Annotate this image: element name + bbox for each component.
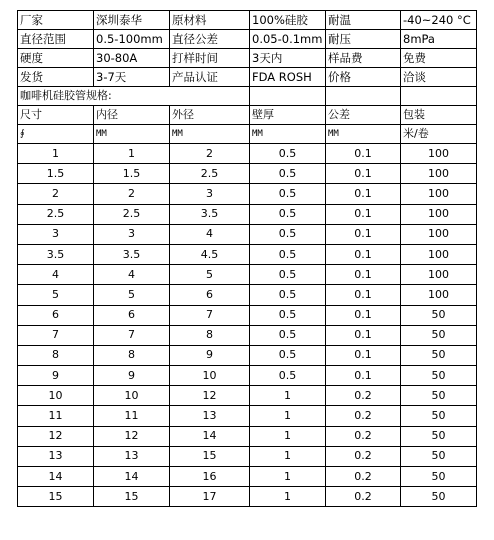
table-cell: 100 bbox=[401, 144, 477, 164]
table-cell: 15 bbox=[170, 446, 250, 466]
info-label: 耐温 bbox=[326, 11, 401, 30]
table-row bbox=[18, 184, 477, 204]
table-cell: 14 bbox=[170, 426, 250, 446]
table-cell: 1 bbox=[250, 487, 326, 507]
table-cell: 1 bbox=[94, 144, 170, 164]
table-cell: 8 bbox=[18, 345, 94, 365]
column-header: 公差 bbox=[326, 106, 401, 125]
table-cell: 8 bbox=[170, 325, 250, 345]
spec-sheet bbox=[17, 10, 476, 522]
table-cell: 0.5 bbox=[250, 285, 326, 305]
info-label: 原材料 bbox=[170, 11, 250, 30]
table-cell: 5 bbox=[18, 285, 94, 305]
info-value: 30-80A bbox=[94, 49, 170, 68]
table-cell: 0.5 bbox=[250, 224, 326, 244]
unit-cell: 米/卷 bbox=[401, 125, 477, 144]
table-cell: 0.1 bbox=[326, 366, 401, 386]
table-row bbox=[18, 224, 477, 244]
table-cell: 50 bbox=[401, 386, 477, 406]
table-cell: 0.5 bbox=[250, 265, 326, 285]
table-row bbox=[18, 164, 477, 184]
info-value: 100%硅胶 bbox=[250, 11, 326, 30]
table-row bbox=[18, 144, 477, 164]
table-cell: 9 bbox=[170, 345, 250, 365]
table-cell: 2.5 bbox=[94, 204, 170, 224]
table-row bbox=[18, 366, 477, 386]
table-cell: 50 bbox=[401, 366, 477, 386]
table-cell: 0.5 bbox=[250, 244, 326, 264]
table-cell: 0.5 bbox=[250, 144, 326, 164]
table-row bbox=[18, 285, 477, 305]
table-cell: 100 bbox=[401, 224, 477, 244]
table-cell: 11 bbox=[94, 406, 170, 426]
table-cell: 0.1 bbox=[326, 325, 401, 345]
table-cell: 0.1 bbox=[326, 144, 401, 164]
table-cell: 3 bbox=[94, 224, 170, 244]
table-row bbox=[18, 487, 477, 507]
table-row bbox=[18, 305, 477, 325]
info-label: 价格 bbox=[326, 68, 401, 87]
info-value: 0.05-0.1mm bbox=[250, 30, 326, 49]
table-row bbox=[18, 265, 477, 285]
info-row bbox=[18, 30, 477, 49]
table-cell: 2.5 bbox=[170, 164, 250, 184]
table-cell: 50 bbox=[401, 345, 477, 365]
table-cell: 0.2 bbox=[326, 487, 401, 507]
table-cell: 0.2 bbox=[326, 386, 401, 406]
table-cell: 1 bbox=[250, 467, 326, 487]
table-cell: 50 bbox=[401, 325, 477, 345]
info-value: 8mPa bbox=[401, 30, 477, 49]
table-cell: 4 bbox=[94, 265, 170, 285]
table-cell: 9 bbox=[94, 366, 170, 386]
table-cell: 2 bbox=[170, 144, 250, 164]
table-cell: 4.5 bbox=[170, 244, 250, 264]
table-row bbox=[18, 204, 477, 224]
table-row bbox=[18, 406, 477, 426]
info-label: 耐压 bbox=[326, 30, 401, 49]
unit-cell: ∮ bbox=[18, 125, 94, 144]
table-cell: 6 bbox=[170, 285, 250, 305]
table-cell: 2 bbox=[94, 184, 170, 204]
table-cell: 1 bbox=[250, 426, 326, 446]
info-label: 产品认证 bbox=[170, 68, 250, 87]
table-cell: 0.5 bbox=[250, 345, 326, 365]
table-cell: 0.1 bbox=[326, 265, 401, 285]
info-label: 发货 bbox=[18, 68, 94, 87]
table-cell: 7 bbox=[94, 325, 170, 345]
table-cell: 0.5 bbox=[250, 305, 326, 325]
info-value: 3-7天 bbox=[94, 68, 170, 87]
table-row bbox=[18, 467, 477, 487]
table-row bbox=[18, 426, 477, 446]
info-label: 厂家 bbox=[18, 11, 94, 30]
table-cell: 3 bbox=[170, 184, 250, 204]
spec-table bbox=[17, 10, 477, 507]
table-cell: 3 bbox=[18, 224, 94, 244]
blank-cell bbox=[401, 87, 477, 106]
info-label: 打样时间 bbox=[170, 49, 250, 68]
units-row bbox=[18, 125, 477, 144]
spec-title-row bbox=[18, 87, 477, 106]
table-cell: 100 bbox=[401, 285, 477, 305]
table-cell: 100 bbox=[401, 244, 477, 264]
table-cell: 0.2 bbox=[326, 426, 401, 446]
table-cell: 7 bbox=[18, 325, 94, 345]
table-cell: 50 bbox=[401, 467, 477, 487]
table-cell: 0.2 bbox=[326, 446, 401, 466]
table-cell: 3.5 bbox=[94, 244, 170, 264]
table-cell: 16 bbox=[170, 467, 250, 487]
table-cell: 3.5 bbox=[170, 204, 250, 224]
info-label: 直径范围 bbox=[18, 30, 94, 49]
table-cell: 14 bbox=[94, 467, 170, 487]
table-cell: 5 bbox=[170, 265, 250, 285]
column-header: 尺寸 bbox=[18, 106, 94, 125]
table-cell: 13 bbox=[18, 446, 94, 466]
table-cell: 12 bbox=[94, 426, 170, 446]
blank-cell bbox=[170, 87, 250, 106]
table-cell: 1.5 bbox=[18, 164, 94, 184]
info-value: 免费 bbox=[401, 49, 477, 68]
table-row bbox=[18, 446, 477, 466]
unit-cell: MM bbox=[326, 125, 401, 144]
table-row bbox=[18, 386, 477, 406]
info-row bbox=[18, 49, 477, 68]
table-cell: 11 bbox=[18, 406, 94, 426]
unit-cell: MM bbox=[94, 125, 170, 144]
table-cell: 7 bbox=[170, 305, 250, 325]
table-cell: 12 bbox=[18, 426, 94, 446]
column-header: 外径 bbox=[170, 106, 250, 125]
table-cell: 0.5 bbox=[250, 325, 326, 345]
table-cell: 1 bbox=[250, 446, 326, 466]
spec-table-body bbox=[18, 11, 477, 507]
table-cell: 100 bbox=[401, 204, 477, 224]
table-cell: 50 bbox=[401, 446, 477, 466]
table-cell: 50 bbox=[401, 406, 477, 426]
info-value: 3天内 bbox=[250, 49, 326, 68]
info-label: 硬度 bbox=[18, 49, 94, 68]
info-label: 直径公差 bbox=[170, 30, 250, 49]
table-cell: 50 bbox=[401, 305, 477, 325]
table-cell: 6 bbox=[18, 305, 94, 325]
table-cell: 50 bbox=[401, 426, 477, 446]
table-cell: 3.5 bbox=[18, 244, 94, 264]
table-cell: 12 bbox=[170, 386, 250, 406]
table-cell: 13 bbox=[94, 446, 170, 466]
spec-title: 咖啡机硅胶管规格: bbox=[18, 87, 170, 106]
table-cell: 17 bbox=[170, 487, 250, 507]
column-header: 内径 bbox=[94, 106, 170, 125]
table-cell: 15 bbox=[18, 487, 94, 507]
table-cell: 8 bbox=[94, 345, 170, 365]
table-cell: 1.5 bbox=[94, 164, 170, 184]
table-cell: 0.1 bbox=[326, 204, 401, 224]
table-cell: 10 bbox=[170, 366, 250, 386]
table-cell: 1 bbox=[18, 144, 94, 164]
table-cell: 0.1 bbox=[326, 184, 401, 204]
table-cell: 0.1 bbox=[326, 164, 401, 184]
table-cell: 0.5 bbox=[250, 366, 326, 386]
table-cell: 0.1 bbox=[326, 305, 401, 325]
info-row bbox=[18, 68, 477, 87]
table-cell: 1 bbox=[250, 406, 326, 426]
table-cell: 13 bbox=[170, 406, 250, 426]
table-cell: 0.1 bbox=[326, 345, 401, 365]
table-cell: 2 bbox=[18, 184, 94, 204]
unit-cell: MM bbox=[250, 125, 326, 144]
info-label: 样品费 bbox=[326, 49, 401, 68]
table-cell: 100 bbox=[401, 265, 477, 285]
table-cell: 100 bbox=[401, 184, 477, 204]
info-value: 深圳泰华 bbox=[94, 11, 170, 30]
table-cell: 9 bbox=[18, 366, 94, 386]
table-cell: 10 bbox=[18, 386, 94, 406]
table-cell: 0.5 bbox=[250, 184, 326, 204]
table-cell: 4 bbox=[170, 224, 250, 244]
info-value: 0.5-100mm bbox=[94, 30, 170, 49]
table-cell: 0.1 bbox=[326, 244, 401, 264]
table-cell: 6 bbox=[94, 305, 170, 325]
table-cell: 0.1 bbox=[326, 285, 401, 305]
table-cell: 100 bbox=[401, 164, 477, 184]
info-value: FDA ROSH bbox=[250, 68, 326, 87]
blank-cell bbox=[250, 87, 326, 106]
table-row bbox=[18, 325, 477, 345]
table-cell: 15 bbox=[94, 487, 170, 507]
table-cell: 5 bbox=[94, 285, 170, 305]
table-cell: 50 bbox=[401, 487, 477, 507]
column-header-row bbox=[18, 106, 477, 125]
table-cell: 0.5 bbox=[250, 164, 326, 184]
table-cell: 14 bbox=[18, 467, 94, 487]
table-cell: 10 bbox=[94, 386, 170, 406]
table-row bbox=[18, 244, 477, 264]
info-value: 洽谈 bbox=[401, 68, 477, 87]
info-row bbox=[18, 11, 477, 30]
table-cell: 2.5 bbox=[18, 204, 94, 224]
column-header: 包装 bbox=[401, 106, 477, 125]
table-row bbox=[18, 345, 477, 365]
column-header: 壁厚 bbox=[250, 106, 326, 125]
table-cell: 0.5 bbox=[250, 204, 326, 224]
table-cell: 4 bbox=[18, 265, 94, 285]
blank-cell bbox=[326, 87, 401, 106]
info-value: -40~240 °C bbox=[401, 11, 477, 30]
table-cell: 0.2 bbox=[326, 406, 401, 426]
unit-cell: MM bbox=[170, 125, 250, 144]
table-cell: 1 bbox=[250, 386, 326, 406]
table-cell: 0.2 bbox=[326, 467, 401, 487]
table-cell: 0.1 bbox=[326, 224, 401, 244]
